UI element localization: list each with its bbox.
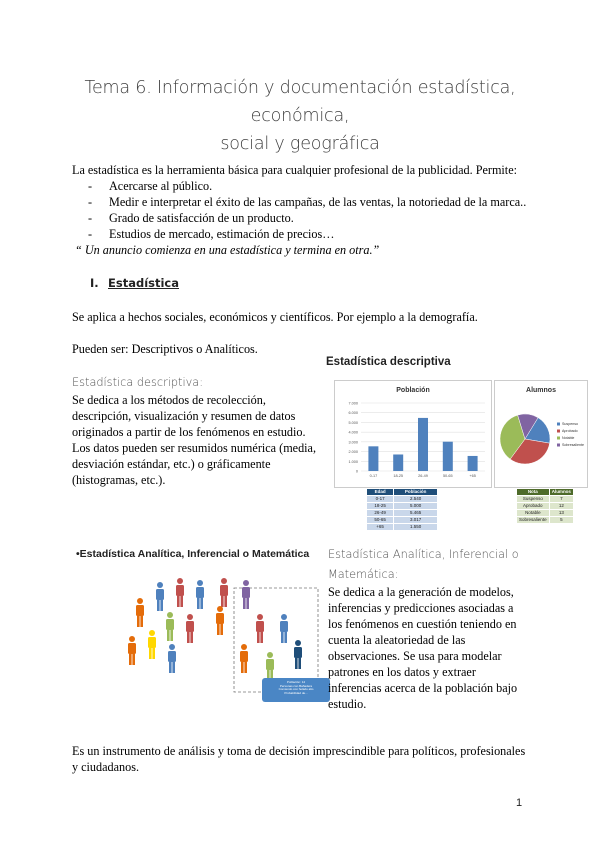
descriptiva-heading: Estadística descriptiva: <box>72 376 204 389</box>
types-paragraph: Pueden ser: Descriptivos o Analíticos. <box>72 342 258 356</box>
title-line-1: Tema 6. Información y documentación estadística, económica, <box>84 78 516 126</box>
pie-chart-svg <box>495 381 587 487</box>
legend-label: Suspenso <box>562 422 578 426</box>
legend-label: Aprobado <box>562 429 578 433</box>
descriptiva-text: Se dedica a los métodos de recolección, descripción, visualización y resumen de datos originados a partir de los fenómenos en estudio. Los datos pueden ser resumidos numérica (media, desviación estándar, etc.) o gráficamente (histogramas, etc.). <box>72 393 317 487</box>
person-icon <box>186 614 194 643</box>
bar-chart-title: Población <box>396 387 430 394</box>
list-item: - Medir e interpretar el éxito de las campañas, de las ventas, la notoriedad de la marca.. <box>88 195 527 209</box>
bar-chart <box>334 380 492 488</box>
y-tick-label: 6.000 <box>348 411 358 416</box>
analitica-bullet-title: •Estadística Analítica, Inferencial o Matemática <box>76 548 310 560</box>
legend-swatch <box>557 437 560 440</box>
population-table: Edad Población 0-17 2.540 18-25 5.000 26-49 5.465 50-65 3.017 +65 1.550 <box>366 488 438 531</box>
person-icon <box>216 606 224 635</box>
figure-title: Estadística descriptiva <box>326 356 451 368</box>
title-line-2: social y geográfica <box>220 134 380 154</box>
bar <box>418 418 428 471</box>
bar-chart-svg <box>335 381 491 487</box>
page-title <box>60 74 540 158</box>
intro-paragraph: La estadística es la herramienta básica para cualquier profesional de la publicidad. Permite: <box>72 163 517 177</box>
bar <box>468 456 478 471</box>
x-tick-label: 26-49 <box>418 474 428 478</box>
y-tick-label: 5.000 <box>348 420 358 425</box>
page-number: 1 <box>516 797 523 809</box>
bar <box>393 454 403 471</box>
legend-label: Notable <box>562 436 575 440</box>
y-tick-label: 3.000 <box>348 440 358 445</box>
person-icon <box>266 652 274 681</box>
person-icon <box>220 578 228 607</box>
y-tick-label: 2.000 <box>348 450 358 455</box>
pie-chart-title: Alumnos <box>526 387 556 394</box>
analitica-text: Se dedica a la generación de modelos, inferencias y predicciones asociadas a los fenómenos en cuestión teniendo en cuenta la aleatoriedad de las observaciones. Se usa para modelar patrones en los datos y extraer inferencias acerca de la población bajo estudio. <box>328 585 518 711</box>
x-tick-label: 0-17 <box>369 474 378 478</box>
person-icon <box>242 580 250 609</box>
person-icon <box>176 578 184 607</box>
legend-swatch <box>557 444 560 447</box>
person-icon <box>128 636 136 665</box>
grades-table: Nota Alumnos Suspenso 7 Aprobado 12 Notable 13 Sobresaliente 5 <box>516 488 574 524</box>
person-icon <box>240 644 248 673</box>
person-icon <box>148 630 156 659</box>
y-tick-label: 4.000 <box>348 430 358 435</box>
sample-callout: Población: 14 Personas con Bañadera Comiendo con helado alto Probabilidad de... <box>262 678 330 702</box>
person-icon <box>256 614 264 643</box>
person-icon <box>196 580 204 609</box>
person-icon <box>294 640 302 669</box>
person-icon <box>166 612 174 641</box>
person-icon <box>136 598 144 627</box>
person-icon <box>168 644 176 673</box>
section-title: Estadística <box>108 276 179 290</box>
legend-label: Sobresaliente <box>562 443 584 447</box>
person-icon <box>280 614 288 643</box>
legend-swatch <box>557 430 560 433</box>
list-item: - Grado de satisfacción de un producto. <box>88 211 294 225</box>
person-icon <box>156 582 164 611</box>
y-tick-label: 1.000 <box>348 459 358 464</box>
y-tick-label: 0 <box>355 469 358 474</box>
list-item: - Acercarse al público. <box>88 179 213 193</box>
applies-paragraph: Se aplica a hechos sociales, económicos y científicos. Por ejemplo a la demografía. <box>72 310 478 324</box>
y-tick-label: 7.000 <box>348 401 358 406</box>
list-item: - Estudios de mercado, estimación de precios… <box>88 227 335 241</box>
analitica-heading-1: Estadística Analítica, Inferencial o <box>328 548 519 561</box>
quote: “ Un anuncio comienza en una estadística y termina en otra.” <box>75 243 380 257</box>
pie-chart <box>494 380 588 488</box>
x-tick-label: +65 <box>469 474 476 478</box>
x-tick-label: 18-25 <box>393 474 404 478</box>
analitica-heading-2: Matemática: <box>328 568 399 581</box>
section-heading <box>90 276 179 290</box>
bar <box>368 446 378 471</box>
legend-swatch <box>557 423 560 426</box>
uses-list <box>88 178 526 242</box>
bar <box>443 442 453 471</box>
x-tick-label: 50-65 <box>442 474 453 478</box>
section-number: I. <box>90 276 99 290</box>
closing-paragraph: Es un instrumento de análisis y toma de decisión imprescindible para políticos, profesionales y ciudadanos. <box>72 744 526 774</box>
